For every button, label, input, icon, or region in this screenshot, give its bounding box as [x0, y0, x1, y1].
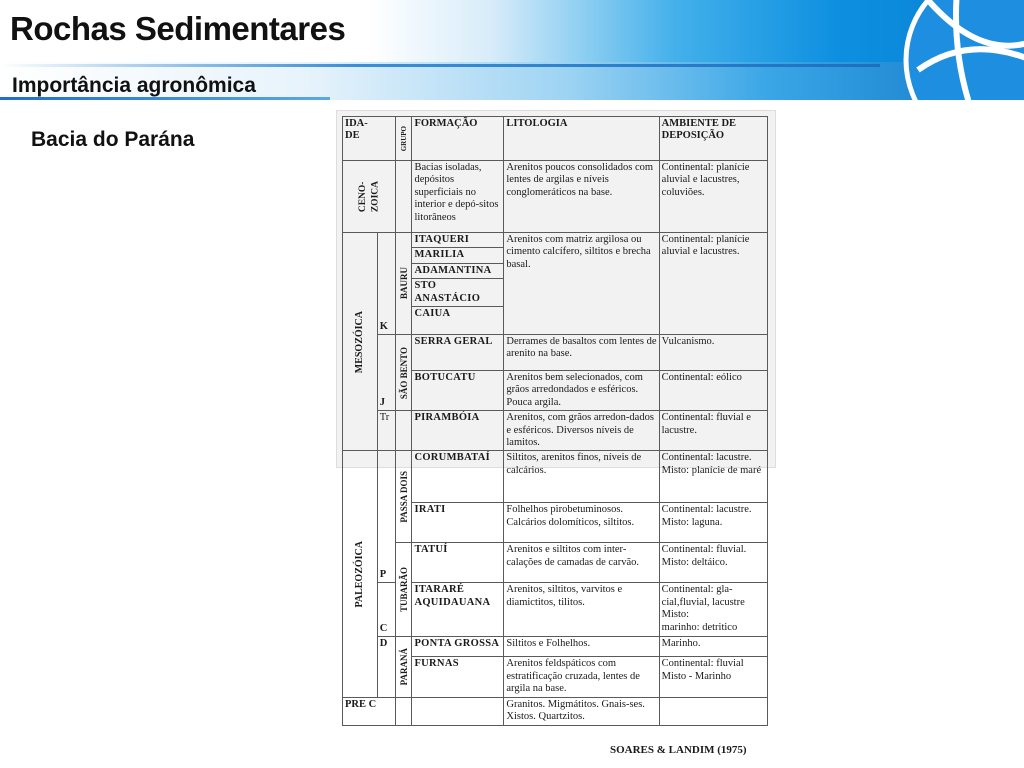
pre-c-litologia: Granitos. Migmátitos. Gnais-ses. Xistos. Quartzitos. — [504, 697, 659, 725]
bauru-formacoes — [412, 233, 504, 335]
group-sao-bento: SÃO BENTO — [398, 346, 409, 399]
serra-geral-ambiente: Vulcanismo. — [659, 335, 767, 371]
ponta-grossa-ambiente: Marinho. — [659, 637, 767, 657]
period-tr: Tr — [377, 411, 395, 451]
formation-ponta-grossa: PONTA GROSSA — [412, 637, 504, 657]
cenozoic-litologia: Arenitos poucos consolidados com lentes de argilas e níveis conglomeráticos na base. — [504, 161, 659, 233]
bauru-ambiente: Continental: planície aluvial e lacustres. — [659, 233, 767, 335]
itarare-ambiente: Continental: gla-cial,fluvial, lacustre Misto: marinho: detritico — [659, 583, 767, 637]
header-idade: IDA- DE — [343, 117, 396, 161]
era-cenozoica: CENO- ZOICA — [357, 180, 381, 213]
header-litologia: LITOLOGIA — [504, 117, 659, 161]
table-row — [343, 411, 768, 451]
formation-adamantina: ADAMANTINA — [412, 264, 503, 279]
era-paleozoica: PALEOZÓICA — [353, 540, 365, 608]
formation-irati: IRATI — [412, 503, 504, 543]
period-j: J — [377, 335, 395, 411]
header-grupo: GRUPO — [399, 125, 408, 152]
itarare-litologia: Arenitos, siltitos, varvitos e diamictitos, tilitos. — [504, 583, 659, 637]
formation-tatui: TATUÍ — [412, 543, 504, 583]
table-row — [343, 233, 768, 335]
cenozoic-formacao: Bacias isoladas, depósitos superficiais no interior e depó-sitos litorâneos — [412, 161, 504, 233]
era-pre-c: PRE C — [343, 697, 396, 725]
formation-sto-anastacio: STO ANASTÁCIO — [412, 279, 503, 307]
table-row — [343, 161, 768, 233]
botucatu-ambiente: Continental: eólico — [659, 371, 767, 411]
cenozoic-ambiente: Continental: planície aluvial e lacustres, coluviões. — [659, 161, 767, 233]
period-p: P — [377, 451, 395, 583]
formation-serra-geral: SERRA GERAL — [412, 335, 504, 371]
table-row — [343, 543, 768, 583]
formation-itaqueri: ITAQUERI — [412, 233, 503, 248]
group-passa-dois: PASSA DOIS — [398, 471, 409, 523]
table-row — [343, 637, 768, 657]
formation-furnas: FURNAS — [412, 657, 504, 697]
botucatu-litologia: Arenitos bem selecionados, com grãos arredondados e esféricos. Pouca argila. — [504, 371, 659, 411]
formation-itarare: ITARARÉ AQUIDAUANA — [412, 583, 504, 637]
group-tubarao: TUBARÃO — [398, 567, 409, 613]
table-row — [343, 335, 768, 371]
tatui-ambiente: Continental: fluvial. Misto: deltáico. — [659, 543, 767, 583]
header-stripe — [0, 64, 880, 67]
era-mesozoica: MESOZÓICA — [353, 310, 365, 373]
furnas-ambiente: Continental: fluvial Misto - Marinho — [659, 657, 767, 697]
group-bauru: BAURU — [398, 267, 409, 300]
formation-caiua: CAIUA — [414, 308, 451, 320]
irati-litologia: Folhelhos pirobetuminosos. Calcários dolomíticos, siltitos. — [504, 503, 659, 543]
bauru-litologia: Arenitos com matriz argilosa ou cimento calcífero, siltitos e brecha basal. — [504, 233, 659, 335]
tatui-litologia: Arenitos e siltitos com inter-calações de camadas de carvão. — [504, 543, 659, 583]
formation-corumbatai: CORUMBATAÍ — [412, 451, 504, 503]
section-label: Bacia do Parána — [31, 128, 195, 151]
page-subtitle: Importância agronômica — [12, 74, 256, 97]
furnas-litologia: Arenitos feldspáticos com estratificação cruzada, lentes de argila na base. — [504, 657, 659, 697]
formation-marilia: MARILIA — [412, 248, 503, 263]
table-header-row — [343, 117, 768, 161]
header-formacao: FORMAÇÃO — [412, 117, 504, 161]
serra-geral-litologia: Derrames de basaltos com lentes de arenito na base. — [504, 335, 659, 371]
period-c: C — [377, 583, 395, 637]
header-ambiente: AMBIENTE DE DEPOSIÇÃO — [659, 117, 767, 161]
citation: SOARES & LANDIM (1975) — [610, 744, 747, 756]
formation-botucatu: BOTUCATU — [412, 371, 504, 411]
period-k: K — [377, 233, 395, 335]
corumbatai-litologia: Siltitos, arenitos finos, níveis de calcários. — [504, 451, 659, 503]
formation-piramboia: PIRAMBÓIA — [412, 411, 504, 451]
ponta-grossa-litologia: Siltitos e Folhelhos. — [504, 637, 659, 657]
corumbatai-ambiente: Continental: lacustre. Misto: planície de maré — [659, 451, 767, 503]
group-parana: PARANÁ — [398, 648, 409, 686]
piramboia-ambiente: Continental: fluvial e lacustre. — [659, 411, 767, 451]
table-row — [343, 697, 768, 725]
stratigraphy-table — [342, 116, 768, 726]
stratigraphy-table-image — [342, 116, 768, 726]
page-title: Rochas Sedimentares — [10, 10, 346, 47]
piramboia-litologia: Arenitos, com grãos arredon-dados e esféricos. Diversos níveis de lamitos. — [504, 411, 659, 451]
table-row — [343, 451, 768, 503]
period-d: D — [377, 637, 395, 697]
globe-logo-icon — [868, 0, 1024, 100]
irati-ambiente: Continental: lacustre. Misto: laguna. — [659, 503, 767, 543]
